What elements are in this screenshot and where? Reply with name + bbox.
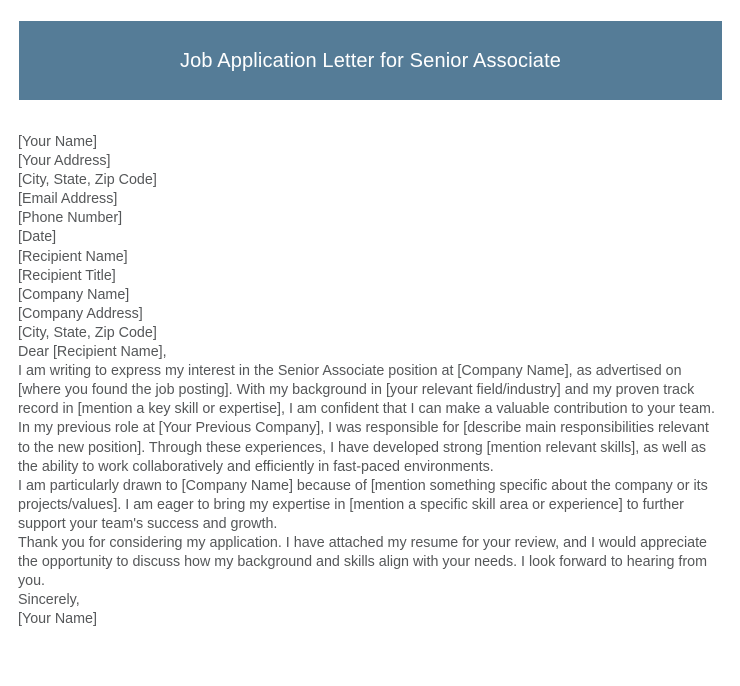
signature-line: [Your Name] <box>18 611 97 628</box>
recipient-company-line: [Company Name] <box>18 286 130 303</box>
letter-body <box>18 133 720 629</box>
recipient-name-line: [Recipient Name] <box>18 248 128 265</box>
letter-paragraph-3: I am particularly drawn to [Company Name] because of [mention something specific about the company or its projects/values]. I am eager to bring my expertise in [mention a specific skill area or experience] to further support your team's success and growth. <box>18 477 708 532</box>
sender-city-line: [City, State, Zip Code] <box>18 172 157 189</box>
letter-header-banner <box>19 21 722 100</box>
letter-paragraph-1: I am writing to express my interest in the Senior Associate position at [Company Name], as advertised on [where you found the job posting]. With my background in [your relevant field/industry] and my proven track record in [mention a key skill or expertise], I am confident that I can make a valuable contribution to your team. <box>18 363 715 418</box>
salutation: Dear [Recipient Name], <box>18 344 167 361</box>
closing-line: Sincerely, <box>18 592 80 609</box>
page-title: Job Application Letter for Senior Associate <box>179 49 562 72</box>
recipient-title-line: [Recipient Title] <box>18 267 116 284</box>
recipient-address-line: [Company Address] <box>18 305 143 322</box>
letter-paragraph-4: Thank you for considering my application. I have attached my resume for your review, and I would appreciate the opportunity to discuss how my background and skills align with your needs. I look forward to hearing from you. <box>18 534 707 590</box>
sender-address-line: [Your Address] <box>18 153 111 170</box>
sender-email-line: [Email Address] <box>18 191 118 208</box>
letter-paragraph-2: In my previous role at [Your Previous Company], I was responsible for [describe main responsibilities relevant to the new position]. Through these experiences, I have developed strong [mention relevant skills], as well as the ability to work collaboratively and efficiently in fast-paced environments. <box>18 420 709 475</box>
sender-name-line: [Your Name] <box>18 134 97 150</box>
recipient-city-line: [City, State, Zip Code] <box>18 324 157 341</box>
sender-phone-line: [Phone Number] <box>18 210 123 227</box>
letter-date-line: [Date] <box>18 229 57 246</box>
